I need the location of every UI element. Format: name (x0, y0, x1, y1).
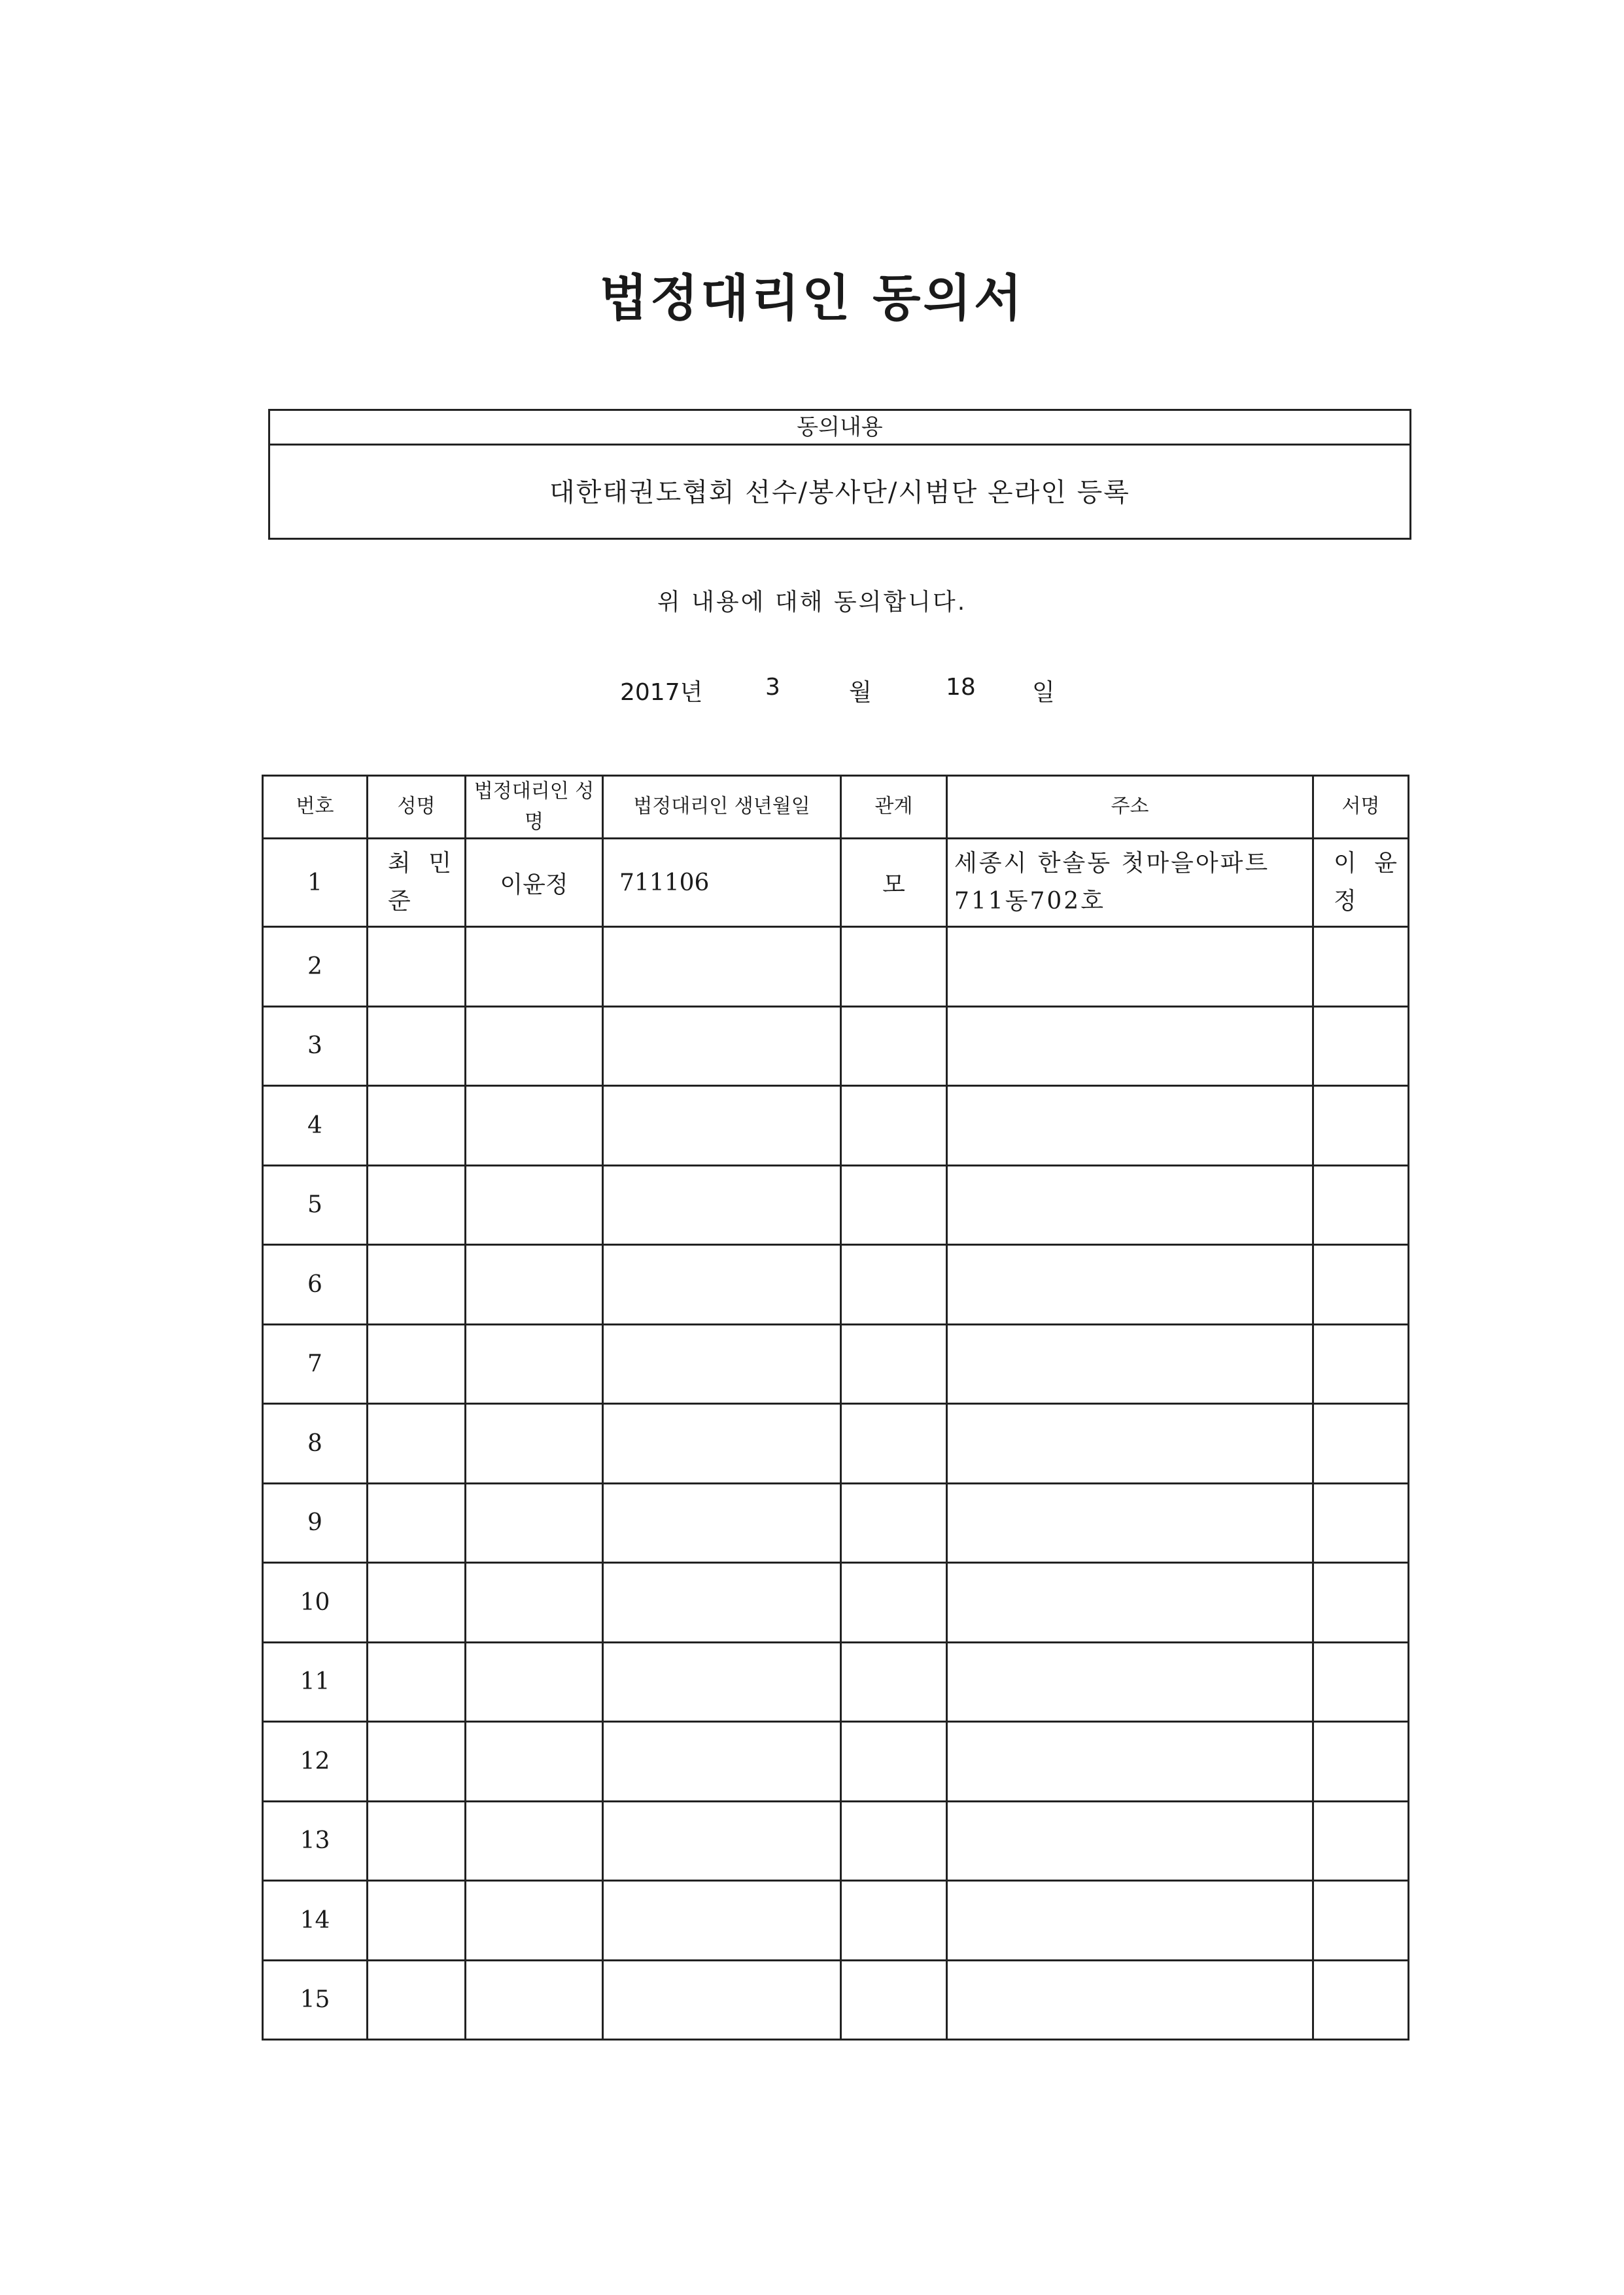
row-relation: 모 (841, 839, 947, 927)
row-signature: 이 윤 정 (1313, 839, 1409, 927)
row-guardian-name (466, 1483, 603, 1563)
row-guardian-name (466, 1722, 603, 1802)
row-name (368, 1404, 466, 1484)
row-address (947, 1404, 1313, 1484)
header-relation: 관계 (841, 776, 947, 839)
guardian-table (262, 775, 1409, 2041)
row-guardian-name (466, 1563, 603, 1643)
row-guardian-birth (603, 1483, 841, 1563)
row-number: 11 (263, 1642, 368, 1722)
row-guardian-birth (603, 1006, 841, 1086)
row-signature (1313, 1483, 1409, 1563)
date-month: 3 (765, 674, 780, 701)
row-name (368, 1563, 466, 1643)
row-number: 13 (263, 1801, 368, 1881)
row-signature (1313, 1165, 1409, 1245)
table-row (263, 927, 1409, 1007)
table-row (263, 1086, 1409, 1166)
row-guardian-name (466, 1165, 603, 1245)
row-address (947, 1483, 1313, 1563)
row-number: 2 (263, 927, 368, 1007)
row-number: 10 (263, 1563, 368, 1643)
row-relation (841, 1801, 947, 1881)
row-number: 9 (263, 1483, 368, 1563)
row-guardian-birth (603, 1165, 841, 1245)
row-guardian-birth (603, 1801, 841, 1881)
row-number: 8 (263, 1404, 368, 1484)
table-row (263, 1563, 1409, 1643)
row-name (368, 1165, 466, 1245)
table-row (263, 1960, 1409, 2040)
row-name (368, 1245, 466, 1325)
row-signature (1313, 1722, 1409, 1802)
row-guardian-name (466, 1960, 603, 2040)
table-row (263, 1245, 1409, 1325)
date-line (620, 674, 1078, 707)
row-name (368, 927, 466, 1007)
table-header-row (263, 776, 1409, 839)
table-row (263, 1881, 1409, 1961)
row-number: 14 (263, 1881, 368, 1961)
row-name (368, 1483, 466, 1563)
header-name: 성명 (368, 776, 466, 839)
row-guardian-birth (603, 1722, 841, 1802)
row-name (368, 1086, 466, 1166)
row-signature (1313, 1881, 1409, 1961)
header-signature: 서명 (1313, 776, 1409, 839)
row-name (368, 1642, 466, 1722)
table-row (263, 1404, 1409, 1484)
row-address (947, 1801, 1313, 1881)
row-guardian-name (466, 1404, 603, 1484)
table-row (263, 1006, 1409, 1086)
row-signature (1313, 927, 1409, 1007)
row-signature (1313, 1245, 1409, 1325)
row-address (947, 1642, 1313, 1722)
row-guardian-birth (603, 1404, 841, 1484)
row-relation (841, 1086, 947, 1166)
row-number: 12 (263, 1722, 368, 1802)
row-number: 1 (263, 839, 368, 927)
row-signature (1313, 1086, 1409, 1166)
row-guardian-name (466, 1642, 603, 1722)
table-row (263, 1801, 1409, 1881)
table-row (263, 839, 1409, 927)
row-name (368, 1722, 466, 1802)
row-address (947, 1960, 1313, 2040)
row-name: 최 민 준 (368, 839, 466, 927)
row-guardian-name (466, 1006, 603, 1086)
row-guardian-name (466, 1324, 603, 1404)
row-guardian-birth (603, 1245, 841, 1325)
date-month-label: 월 (849, 679, 872, 706)
row-signature (1313, 1404, 1409, 1484)
row-signature (1313, 1563, 1409, 1643)
row-number: 3 (263, 1006, 368, 1086)
row-address (947, 1324, 1313, 1404)
row-name (368, 1960, 466, 2040)
row-guardian-birth (603, 927, 841, 1007)
table-row (263, 1483, 1409, 1563)
consent-header: 동의내용 (270, 411, 1409, 446)
row-guardian-name (466, 927, 603, 1007)
consent-box (268, 409, 1411, 540)
row-relation (841, 1722, 947, 1802)
header-address: 주소 (947, 776, 1313, 839)
row-guardian-name (466, 1245, 603, 1325)
row-address (947, 1881, 1313, 1961)
row-guardian-name: 이윤정 (466, 839, 603, 927)
row-address (947, 1563, 1313, 1643)
row-name (368, 1881, 466, 1961)
row-relation (841, 1483, 947, 1563)
date-day: 18 (946, 674, 976, 701)
row-address (947, 1722, 1313, 1802)
row-number: 4 (263, 1086, 368, 1166)
row-guardian-name (466, 1801, 603, 1881)
row-relation (841, 1006, 947, 1086)
row-guardian-birth (603, 1086, 841, 1166)
row-address (947, 927, 1313, 1007)
row-relation (841, 1960, 947, 2040)
row-relation (841, 1245, 947, 1325)
row-signature (1313, 1960, 1409, 2040)
row-signature (1313, 1642, 1409, 1722)
row-name (368, 1801, 466, 1881)
row-guardian-name (466, 1881, 603, 1961)
row-guardian-birth (603, 1563, 841, 1643)
table-row (263, 1324, 1409, 1404)
row-relation (841, 1881, 947, 1961)
date-year: 2017년 (620, 679, 703, 706)
row-signature (1313, 1324, 1409, 1404)
row-number: 6 (263, 1245, 368, 1325)
table-row (263, 1165, 1409, 1245)
row-address (947, 1245, 1313, 1325)
row-number: 7 (263, 1324, 368, 1404)
row-relation (841, 1642, 947, 1722)
table-row (263, 1642, 1409, 1722)
row-guardian-name (466, 1086, 603, 1166)
row-relation (841, 1165, 947, 1245)
header-no: 번호 (263, 776, 368, 839)
header-guardian-birth: 법정대리인 생년월일 (603, 776, 841, 839)
row-guardian-birth (603, 1960, 841, 2040)
row-number: 5 (263, 1165, 368, 1245)
row-relation (841, 1404, 947, 1484)
row-name (368, 1006, 466, 1086)
consent-text: 대한태권도협회 선수/봉사단/시범단 온라인 등록 (549, 478, 1130, 508)
row-number: 15 (263, 1960, 368, 2040)
row-guardian-birth (603, 1881, 841, 1961)
row-address: 세종시 한솔동 첫마을아파트 711동702호 (947, 839, 1313, 927)
table-row (263, 1722, 1409, 1802)
row-signature (1313, 1801, 1409, 1881)
row-address (947, 1006, 1313, 1086)
row-address (947, 1165, 1313, 1245)
row-guardian-birth (603, 1642, 841, 1722)
agreement-statement: 위 내용에 대해 동의합니다. (657, 589, 967, 616)
row-name (368, 1324, 466, 1404)
row-signature (1313, 1006, 1409, 1086)
row-guardian-birth: 711106 (603, 839, 841, 927)
row-relation (841, 1324, 947, 1404)
row-relation (841, 927, 947, 1007)
row-guardian-birth (603, 1324, 841, 1404)
date-day-label: 일 (1032, 679, 1055, 706)
document-title: 법정대리인 동의서 (599, 269, 1025, 327)
row-relation (841, 1563, 947, 1643)
header-guardian-name: 법정대리인 성명 (466, 776, 603, 839)
row-address (947, 1086, 1313, 1166)
